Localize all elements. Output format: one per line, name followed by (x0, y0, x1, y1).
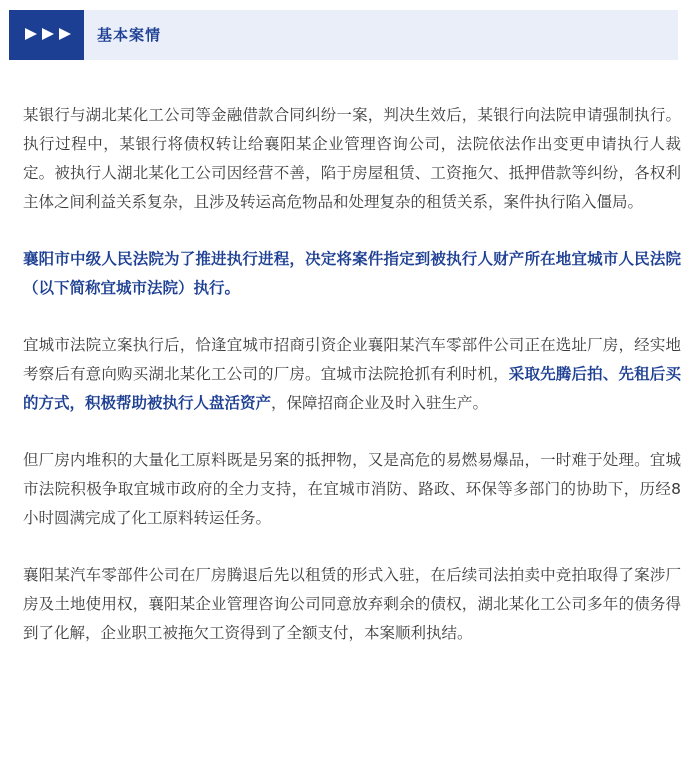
header-badge (9, 10, 84, 60)
paragraph-chemical-transfer: 但厂房内堆积的大量化工原料既是另案的抵押物，又是高危的易燃易爆品，一时难于处理。宜城市法院积极争取宜城市政府的全力支持，在宜城市消防、路政、环保等多部门的协助下，历经8小时圆满完成了化工原料转运任务。 (23, 451, 681, 527)
paragraph-text: 宜城市法院立案执行后，恰逢宜城市招商引资企业襄阳某汽车零部件公司正在选址厂房，经实地考察后有意向购买湖北某化工公司的厂房。宜城市法院抢抓有利时机， (23, 336, 681, 383)
paragraph-enforcement-approach (23, 331, 681, 418)
highlighted-phrase: 采取先腾后拍、先租后买的方式，积极帮助被执行人盘活资产 (23, 365, 681, 412)
play-arrow-icon (59, 28, 71, 40)
play-arrow-icon (42, 28, 54, 40)
article-body (23, 101, 681, 648)
paragraph-text: ，保障招商企业及时入驻生产。 (271, 394, 489, 412)
section-title: 基本案情 (97, 26, 162, 44)
section-header (9, 10, 678, 60)
paragraph-case-background: 某银行与湖北某化工公司等金融借款合同纠纷一案，判决生效后，某银行向法院申请强制执行。执行过程中，某银行将债权转让给襄阳某企业管理咨询公司，法院依法作出变更申请执行人裁定。被执行人湖北某化工公司因经营不善，陷于房屋租赁、工资拖欠、抵押借款等纠纷，各权利主体之间利益关系复杂，且涉及转运高危物品和处理复杂的租赁关系，案件执行陷入僵局。 (23, 106, 681, 211)
play-arrow-icon (25, 28, 37, 40)
paragraph-designation-highlight: 襄阳市中级人民法院为了推进执行进程，决定将案件指定到被执行人财产所在地宜城市人民法院（以下简称宜城市法院）执行。 (23, 250, 681, 297)
paragraph-case-resolution: 襄阳某汽车零部件公司在厂房腾退后先以租赁的形式入驻，在后续司法拍卖中竞拍取得了案涉厂房及土地使用权，襄阳某企业管理咨询公司同意放弃剩余的债权，湖北某化工公司多年的债务得到了化解，企业职工被拖欠工资得到了全额支付，本案顺利执结。 (23, 566, 681, 642)
